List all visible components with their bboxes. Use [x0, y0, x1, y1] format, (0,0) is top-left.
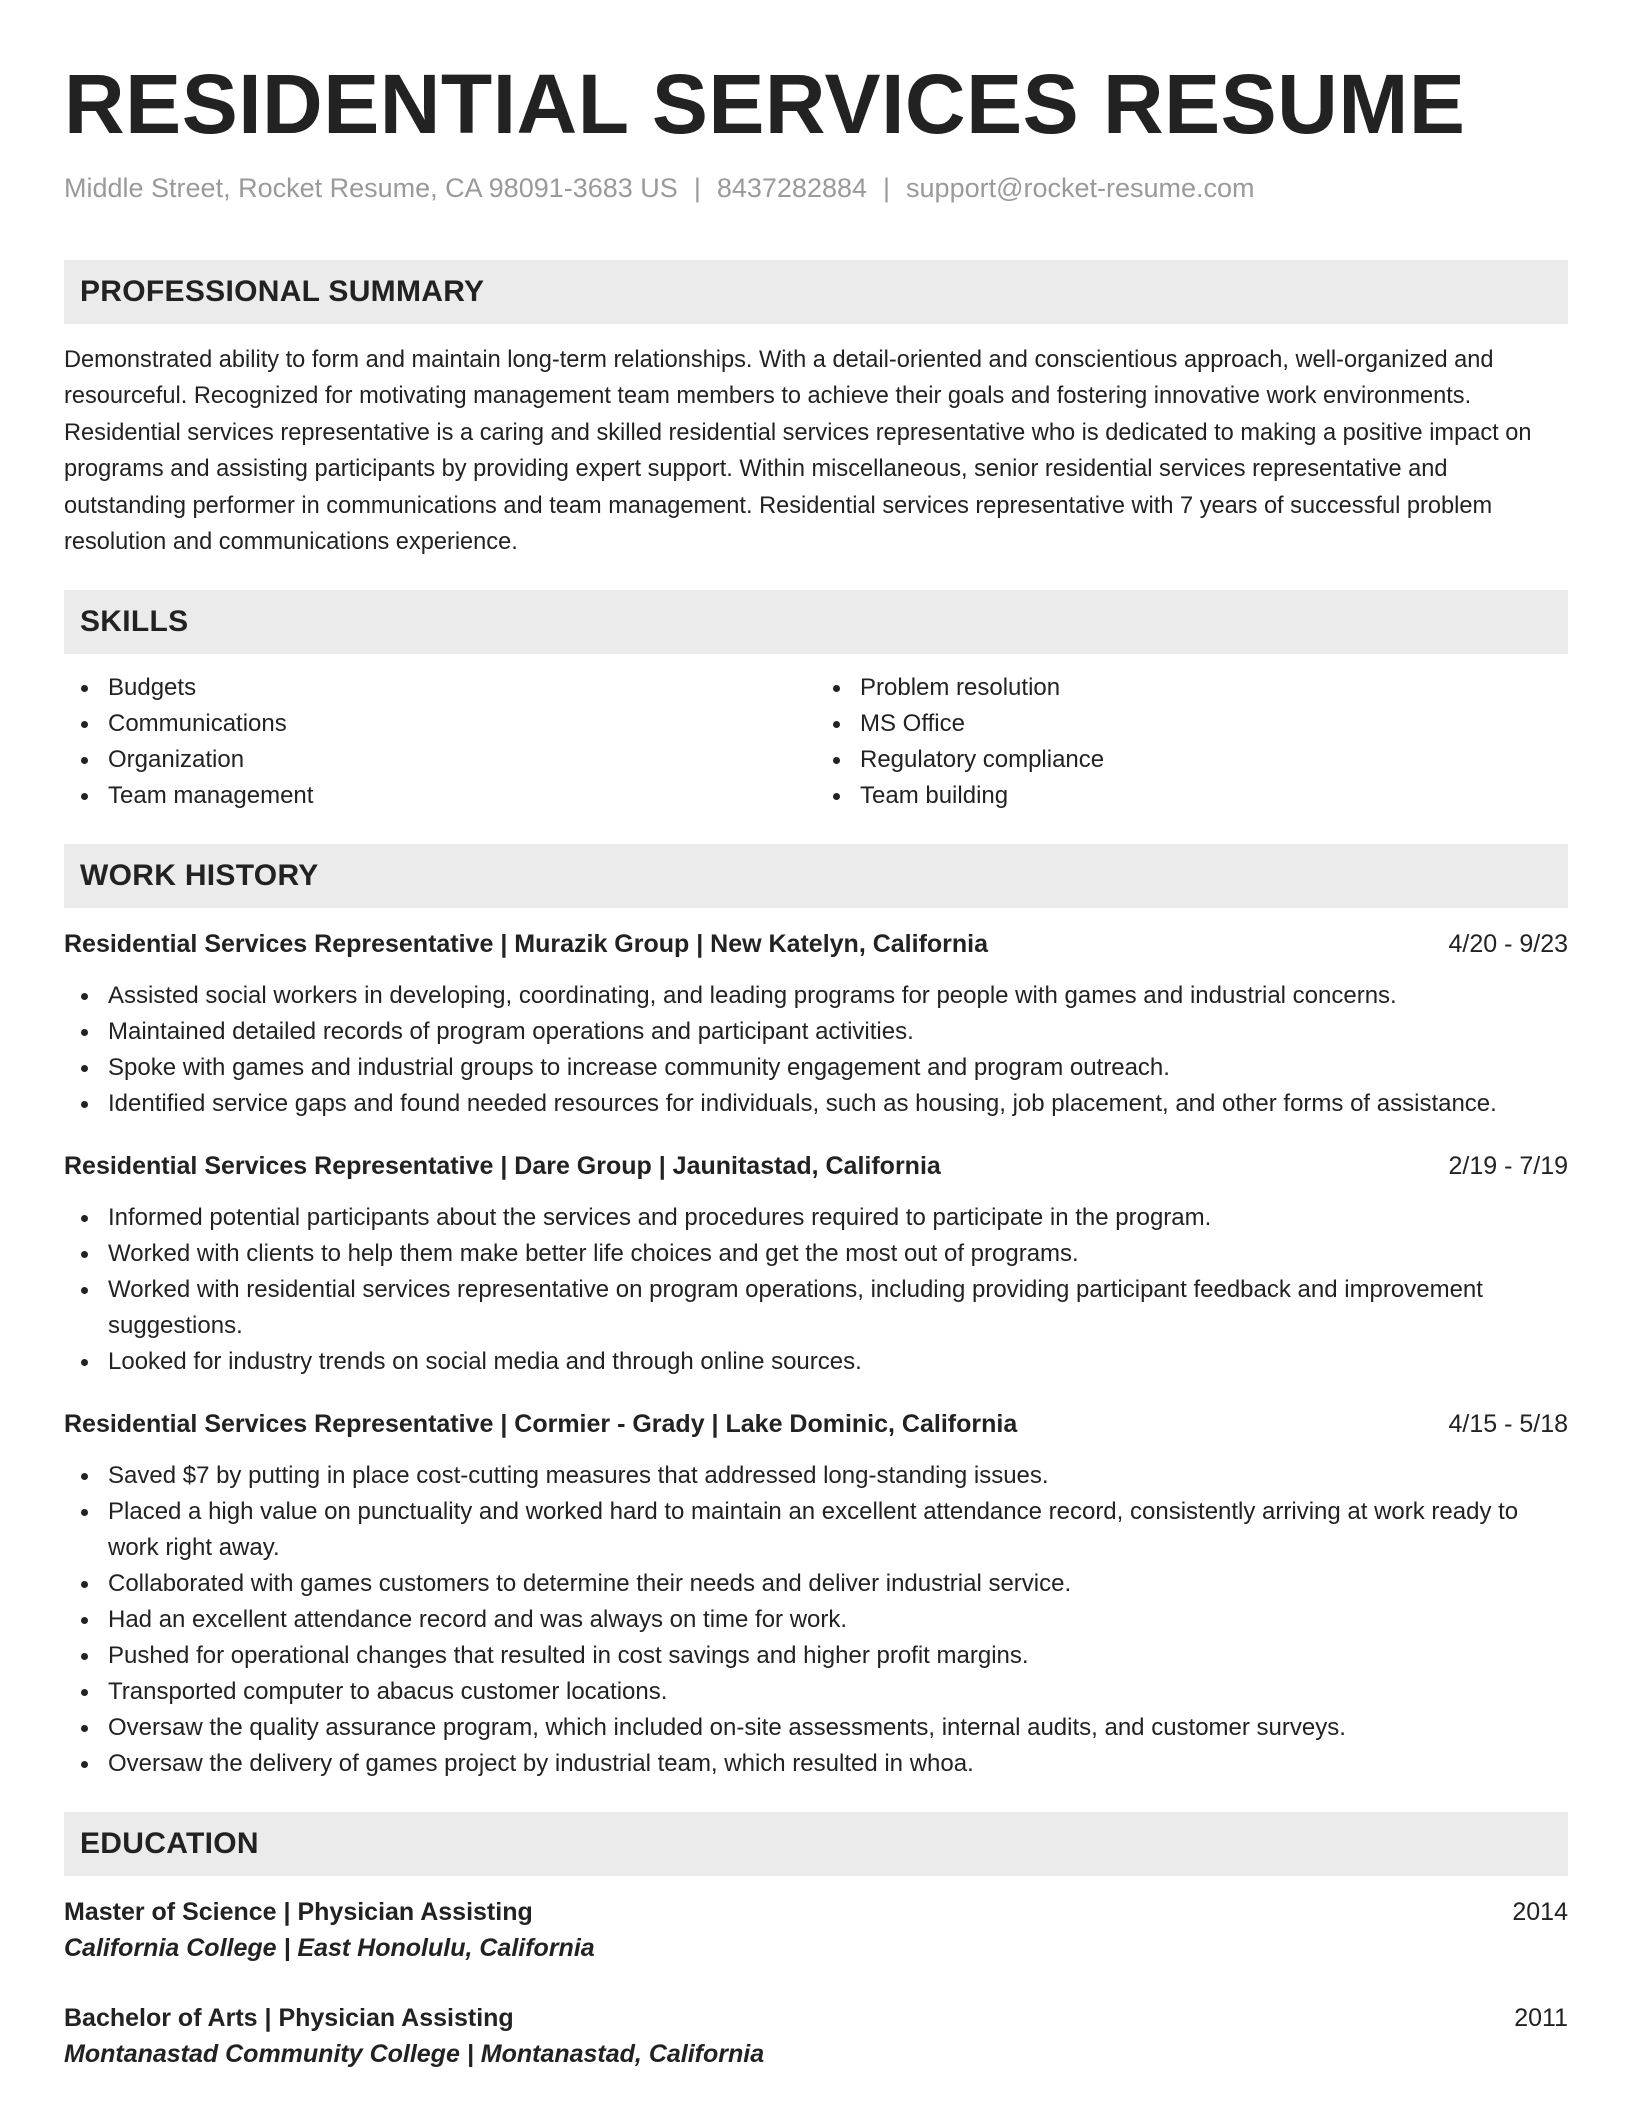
job-bullet: Worked with clients to help them make better life choices and get the most out of programs. — [64, 1236, 1568, 1272]
education-header — [64, 1894, 1568, 1930]
job-bullet: Oversaw the delivery of games project by industrial team, which resulted in whoa. — [64, 1746, 1568, 1782]
resume-title: RESIDENTIAL SERVICES RESUME — [64, 57, 1466, 151]
skill-item: Organization — [64, 742, 816, 778]
job-entry — [64, 1148, 1568, 1380]
job-bullet: Pushed for operational changes that resulted in cost savings and higher profit margins. — [64, 1638, 1568, 1674]
skill-item: Problem resolution — [816, 670, 1568, 706]
job-entry — [64, 926, 1568, 1122]
job-bullet: Assisted social workers in developing, coordinating, and leading programs for people with games and industrial concerns. — [64, 978, 1568, 1014]
job-bullet: Maintained detailed records of program operations and participant activities. — [64, 1014, 1568, 1050]
skills-list — [64, 670, 1568, 814]
job-dates: 2/19 - 7/19 — [1448, 1152, 1568, 1181]
education-year: 2014 — [1512, 1898, 1568, 1927]
skills-column-left — [64, 670, 816, 814]
contact-email: support@rocket-resume.com — [906, 173, 1255, 203]
job-bullet: Transported computer to abacus customer locations. — [64, 1674, 1568, 1710]
skills-column-right — [816, 670, 1568, 814]
job-bullet: Oversaw the quality assurance program, which included on-site assessments, internal audits, and customer surveys. — [64, 1710, 1568, 1746]
job-bullet: Saved $7 by putting in place cost-cutting measures that addressed long-standing issues. — [64, 1458, 1568, 1494]
education-degree: Bachelor of Arts | Physician Assisting — [64, 2004, 514, 2033]
education-entry — [64, 1894, 1568, 1966]
job-bullets — [64, 1458, 1568, 1782]
job-bullet: Worked with residential services representative on program operations, including providing participant feedback and improvement suggestions. — [64, 1272, 1568, 1344]
contact-separator: | — [883, 173, 891, 203]
education-entry — [64, 2000, 1568, 2072]
job-dates: 4/20 - 9/23 — [1448, 930, 1568, 959]
job-bullet: Identified service gaps and found needed resources for individuals, such as housing, job placement, and other forms of assistance. — [64, 1086, 1568, 1122]
job-bullet: Had an excellent attendance record and was always on time for work. — [64, 1602, 1568, 1638]
contact-address: Middle Street, Rocket Resume, CA 98091-3683 US — [64, 173, 678, 203]
job-bullet: Collaborated with games customers to determine their needs and deliver industrial service. — [64, 1566, 1568, 1602]
education-school: Montanastad Community College | Montanastad, California — [64, 2040, 765, 2069]
section-heading-work-history: WORK HISTORY — [64, 844, 1568, 908]
skill-item: MS Office — [816, 706, 1568, 742]
skill-item: Communications — [64, 706, 816, 742]
education-year: 2011 — [1514, 2004, 1568, 2033]
job-title: Residential Services Representative | Murazik Group | New Katelyn, California — [64, 930, 989, 959]
contact-phone: 8437282884 — [716, 173, 868, 203]
job-entry — [64, 1406, 1568, 1782]
contact-line — [64, 170, 1568, 206]
education-degree: Master of Science | Physician Assisting — [64, 1898, 533, 1927]
skill-item: Regulatory compliance — [816, 742, 1568, 778]
job-title: Residential Services Representative | Cormier - Grady | Lake Dominic, California — [64, 1410, 1018, 1439]
section-heading-summary: PROFESSIONAL SUMMARY — [64, 260, 1568, 324]
education-header — [64, 2000, 1568, 2036]
skill-item: Team building — [816, 778, 1568, 814]
skill-item: Team management — [64, 778, 816, 814]
job-dates: 4/15 - 5/18 — [1448, 1410, 1568, 1439]
job-title: Residential Services Representative | Dare Group | Jaunitastad, California — [64, 1152, 941, 1181]
job-bullet: Informed potential participants about the services and procedures required to participate in the program. — [64, 1200, 1568, 1236]
job-header — [64, 1406, 1568, 1442]
section-heading-education: EDUCATION — [64, 1812, 1568, 1876]
summary-text: Demonstrated ability to form and maintain long-term relationships. With a detail-oriented and conscientious approach, well-organized and resourceful. Recognized for motivating management team members to achieve their goals and fostering innovative work environments. Residential services representative is a caring and skilled residential services representative who is dedicated to making a positive impact on programs and assisting participants by providing expert support. Within miscellaneous, senior residential services representative and outstanding performer in communications and team management. Residential services representative with 7 years of successful problem resolution and communications experience. — [64, 347, 1532, 556]
job-bullets — [64, 1200, 1568, 1380]
section-heading-skills: SKILLS — [64, 590, 1568, 654]
job-bullet: Placed a high value on punctuality and worked hard to maintain an excellent attendance record, consistently arriving at work ready to work right away. — [64, 1494, 1568, 1566]
job-bullet: Looked for industry trends on social media and through online sources. — [64, 1344, 1568, 1380]
job-bullets — [64, 978, 1568, 1122]
skill-item: Budgets — [64, 670, 816, 706]
job-header — [64, 1148, 1568, 1184]
contact-separator: | — [693, 173, 701, 203]
job-bullet: Spoke with games and industrial groups to increase community engagement and program outreach. — [64, 1050, 1568, 1086]
job-header — [64, 926, 1568, 962]
education-school: California College | East Honolulu, California — [64, 1934, 595, 1963]
